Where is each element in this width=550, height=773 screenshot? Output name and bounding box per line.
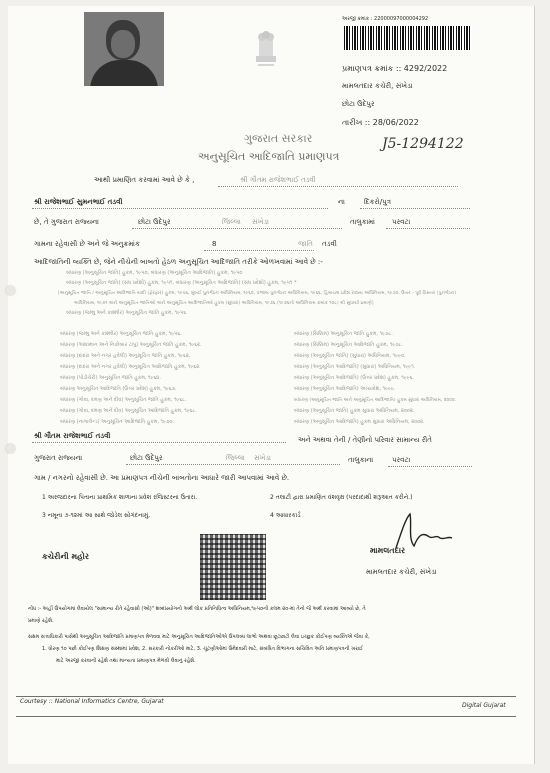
- barcode: [344, 26, 472, 50]
- order-item: બંધારણ (સિક્કિમ) અનુસૂચિત આદિજાતિ હુકમ, ૧૯૭૮.: [294, 342, 404, 348]
- order-item: બંધારણ (અનુસૂચિત આદિજાતિ) અધ્યાદેશ, ૧૯૯૯.: [294, 386, 396, 392]
- office-seal-label: કચેરીની મહોર: [42, 552, 89, 561]
- order-item: [અનુસૂચિત જાતિ / અનુસૂચિત આદિજાતિ યાદી (ફેરફાર) હુકમ, ૧૯૫૬, મુંબઈ પુનર્ગઠન અધિનિયમ, ૧૯૬૦, પંજાબ પુનર્ગઠન અધિનિયમ, ૧૯૬૬, હિમાચલ પ્રદેશ રાજ્ય અધિનિયમ, ૧૯૭૦, ઉત્તર - પૂર્વ વિસ્તાર (પુનર્ગઠન): [58, 291, 457, 296]
- note-line-2: પ્રમાણે રહેશે.: [28, 618, 54, 624]
- handwritten-number: J5-1294122: [382, 136, 464, 152]
- basis-item: 4 આધારકાર્ડ: [270, 512, 301, 519]
- order-item: બંધારણ (અનુસૂચિત જાતિ) હુકમ, ૧૯૫૦, બંધારણ (અનુસૂચિત આદિજાતિ) હુકમ, ૧૯૫૦: [66, 270, 243, 276]
- order-item: બંધારણ (પોંડીચેરી) અનુસૂચિત જાતિ હુકમ, ૧૯૬૪.: [60, 375, 161, 381]
- issuing-office: મામલતદાર કચેરી, સંખેડા: [342, 82, 413, 90]
- taluka-label: તાલુકામાં: [350, 218, 375, 226]
- order-item: બંધારણ (અનુસૂચિત જાતિ) હુકમ સુધારા અધિનિયમ, ૨૦૦૨.: [294, 408, 415, 414]
- caste-label: જાતિ: [298, 240, 313, 248]
- government-title: ગુજરાત સરકાર: [244, 132, 313, 145]
- state-prefix: છે, તે ગુજરાત રાજ્યના: [34, 218, 99, 226]
- note-line-3: સક્ષમ સત્તાધિકારી પાસેથી અનુસૂચિત આદિજાતિ પ્રમાણપત્ર મેળવવા માટે અનુસૂચિત આદિજાતિઓએ ઉપલબ્ધ લાભો અથવા છૂટછાટો લેવા ઇચ્છુક કોઈપણ વ્યક્તિએ જેવા કે,: [28, 634, 370, 640]
- order-item: બંધારણ (નાગાલેન્ડ) અનુસૂચિત આદિજાતિ હુકમ, ૧૯૭૦.: [60, 419, 174, 425]
- note-item-1: 1. ધોરણ ૧૦ પછી કોઈપણ શિક્ષણ સંસ્થામાં પ્રવેશ, 2. સરકારી નોકરીઓ માટે, 3. ચૂંટણીઓમાં ઉમેદવારી માટે, સંબંધિત વિભાગના સચિવિત અતિ પ્રમાણપત્રની ખરાઈ: [42, 646, 363, 652]
- order-item: બંધારણ (આંદામાન અને નિકોબાર ટાપુ) અનુસૂચિત જાતિ હુકમ, ૧૯૬૨.: [60, 342, 202, 348]
- residence-taluka: સંખેડા: [254, 454, 271, 462]
- serial-number: 8: [212, 240, 217, 248]
- applicant-name: શ્રી ગૌતમ રાજેશભાઈ તડવી: [34, 432, 111, 440]
- relation: દિકરો/પુત્ર: [364, 198, 392, 206]
- basis-item: 3 નમૂના ૭-૧૨માં આ સાથે જોડેલ સોગંદનામું.: [42, 512, 151, 519]
- ashoka-emblem-icon: [252, 28, 280, 70]
- order-item: બંધારણ (દાદરા અને નગર હવેલી) અનુસૂચિત આદિજાતિ હુકમ, ૧૯૬૨.: [60, 364, 201, 370]
- applicant-photo: [84, 12, 164, 86]
- residence-district-label: જિલ્લા: [226, 454, 245, 462]
- certificate-number: પ્રમાણપત્ર ક્રમાંક :: 4292/2022: [342, 64, 448, 73]
- punch-hole: [6, 286, 15, 295]
- signatory-title: મામલતદાર: [370, 546, 406, 555]
- note-item-2: માટે અરજી કરવાની રહેશે તથા માન્યતા પ્રમાણપત્ર મેળવી લેવાનું રહેશે.: [56, 658, 196, 664]
- order-item: બંધારણ (અનુસૂચિત જાતિ) (સુધારા) અધિનિયમ, ૧૯૯૦.: [294, 353, 406, 359]
- residence-suffix: અને અથવા તેની / તેણીનો પરિવાર સામાન્ય રીતે: [298, 436, 432, 444]
- residence-taluka-label: તાલુકાના: [348, 456, 374, 464]
- certify-name: શ્રી ગૌતમ રાજેશભાઈ તડવી: [240, 176, 316, 184]
- signatory-office: મામલતદાર કચેરી, સંખેડા: [366, 568, 437, 576]
- district-label: જિલ્લા: [222, 218, 241, 226]
- order-item: અધિનિયમ, ૧૯૭૧ અને અનુસૂચિત જાતિઓ અને અનુસૂચિત આદિજાતિઓ હુકમ (સુધારા) અધિનિયમ, ૧૯૭૬ (૧૯૭૬નો અધિનિયમ ક્રમાંક ૧૦૮) થી સુધાર્યા પ્રમાણે]: [74, 301, 374, 306]
- residence-district: છોટા ઉદેપુર: [130, 454, 163, 462]
- residence-statement: ગામ / નગરનો રહેવાસી છે. આ પ્રમાણપત્ર નીચેની બાબતોના આધારે જારી આપવામાં આવે છે.: [34, 474, 290, 482]
- order-item: બંધારણ (અનુસૂચિત આદિજાતિ) હુકમ સુધારા અધિનિયમ, ૨૦૦૨.: [294, 419, 425, 425]
- certify-intro: આથી પ્રમાણિત કરવામાં આવે છે કે ,: [94, 176, 195, 184]
- father-name: શ્રી રાજેશભાઈ સુમનભાઈ તડવી: [34, 198, 123, 206]
- order-item: બંધારણ (અનુસૂચિત જાતિ અને અનુસૂચિત આદિજાતિ) હુકમ સુધારા અધિનિયમ, ૨૦૦૨.: [294, 398, 457, 403]
- order-item: બંધારણ (અનુસૂચિત આદિજાતિ) (સુધારા) અધિનિયમ, ૧૯૯૧.: [294, 364, 416, 370]
- taluka-value: સંખેડા: [252, 218, 269, 226]
- basis-item: 1 અરજદારના પિતાના પ્રાથમિક શાળાના પ્રવેશ રજિસ્ટરના ઉતારા.: [42, 494, 198, 501]
- resident-prefix: ગામના રહેવાસી છે અને જે અનુક્રમાંક: [34, 240, 140, 248]
- digital-gujarat-label: Digital Gujarat: [462, 702, 506, 709]
- order-item: બંધારણ (જમ્મુ અને કાશ્મીર) અનુસૂચિત જાતિ હુકમ, ૧૯૫૬: [66, 310, 187, 316]
- courtesy-text: Courtesy :: National Informatics Centre, Gujarat: [20, 698, 164, 705]
- order-item: બંધારણ (અનુસૂચિત જાતિ) (સંઘ પ્રદેશો) હુકમ, ૧૯૫૧, બંધારણ (અનુસૂચિત આદિજાતિ) (સંઘ પ્રદેશો) હુકમ, ૧૯૫૧ *: [66, 280, 297, 286]
- district-value: છોટા ઉદેપુર: [138, 218, 171, 226]
- basis-item: 2 તલાટી દ્વારા પ્રમાણિત વંશવૃક્ષ (પરદાદાથી શરૂઆત કરીને.): [270, 494, 413, 501]
- residence-state: ગુજરાત રાજ્યના: [34, 454, 83, 462]
- punch-hole: [6, 444, 15, 453]
- application-number: અરજી ક્રમાંક : 22000097000004292: [342, 16, 429, 22]
- village-value: પરવટા: [392, 218, 411, 226]
- residence-village: પરવટા: [392, 456, 411, 464]
- certificate-title: અનુસૂચિત આદિજાતિ પ્રમાણપત્ર: [198, 150, 340, 163]
- order-item: બંધારણ (ગોવા, દમણ અને દીવ) અનુસૂચિત આદિજાતિ હુકમ, ૧૯૬૮.: [60, 408, 197, 414]
- qr-code: [200, 534, 266, 600]
- issue-date: તારીખ :: 28/06/2022: [342, 118, 419, 127]
- order-item: બંધારણ (દાદરા અને નગર હવેલી) અનુસૂચિત જાતિ હુકમ, ૧૯૬૨.: [60, 353, 191, 359]
- na-label: ના: [338, 198, 345, 206]
- order-item: બંધારણ અનુસૂચિત આદિજાતિ (ઉત્તર પ્રદેશ) હુકમ, ૧૯૬૭.: [60, 386, 177, 392]
- order-item: બંધારણ (ગોવા, દમણ અને દીવ) અનુસૂચિત જાતિ હુકમ, ૧૯૬૮.: [60, 397, 187, 403]
- caste-value: તડવી: [322, 240, 337, 248]
- order-item: બંધારણ (સિક્કિમ) અનુસૂચિત જાતિ હુકમ, ૧૯૭૮.: [294, 331, 393, 337]
- recognition-text: આદિજાતિની વ્યક્તિ છે, જેને નીચેની બાબતો હેઠળ અનુસૂચિત આદિજાતિ તરીકે ઓળખવામાં આવે છે :-: [34, 258, 323, 266]
- note-line-1: નોંધ :- અહીં ઉપયોગમાં લેવાયેલ "સામાન્ય રીતે રહેવાસી (ઓ)" શબ્દપ્રયોગનો અર્થ લોક પ્રતિનિધિત્વ અધિનિયમ,૧૯૫૦ની કલમ ૨૦-માં તેનો જે અર્થ કરવામાં આવ્યો છે, તે: [28, 606, 366, 612]
- office-place: છોટા ઉદેપુર: [342, 100, 375, 108]
- order-item: બંધારણ (અનુસૂચિત આદિજાતિ) (ઉત્તર પ્રદેશ) હુકમ, ૧૯૯૬.: [294, 375, 414, 381]
- order-item: બંધારણ (જમ્મુ અને કાશ્મીર) અનુસૂચિત જાતિ હુકમ, ૧૯૫૬.: [60, 331, 182, 337]
- certificate-sheet: [8, 6, 535, 764]
